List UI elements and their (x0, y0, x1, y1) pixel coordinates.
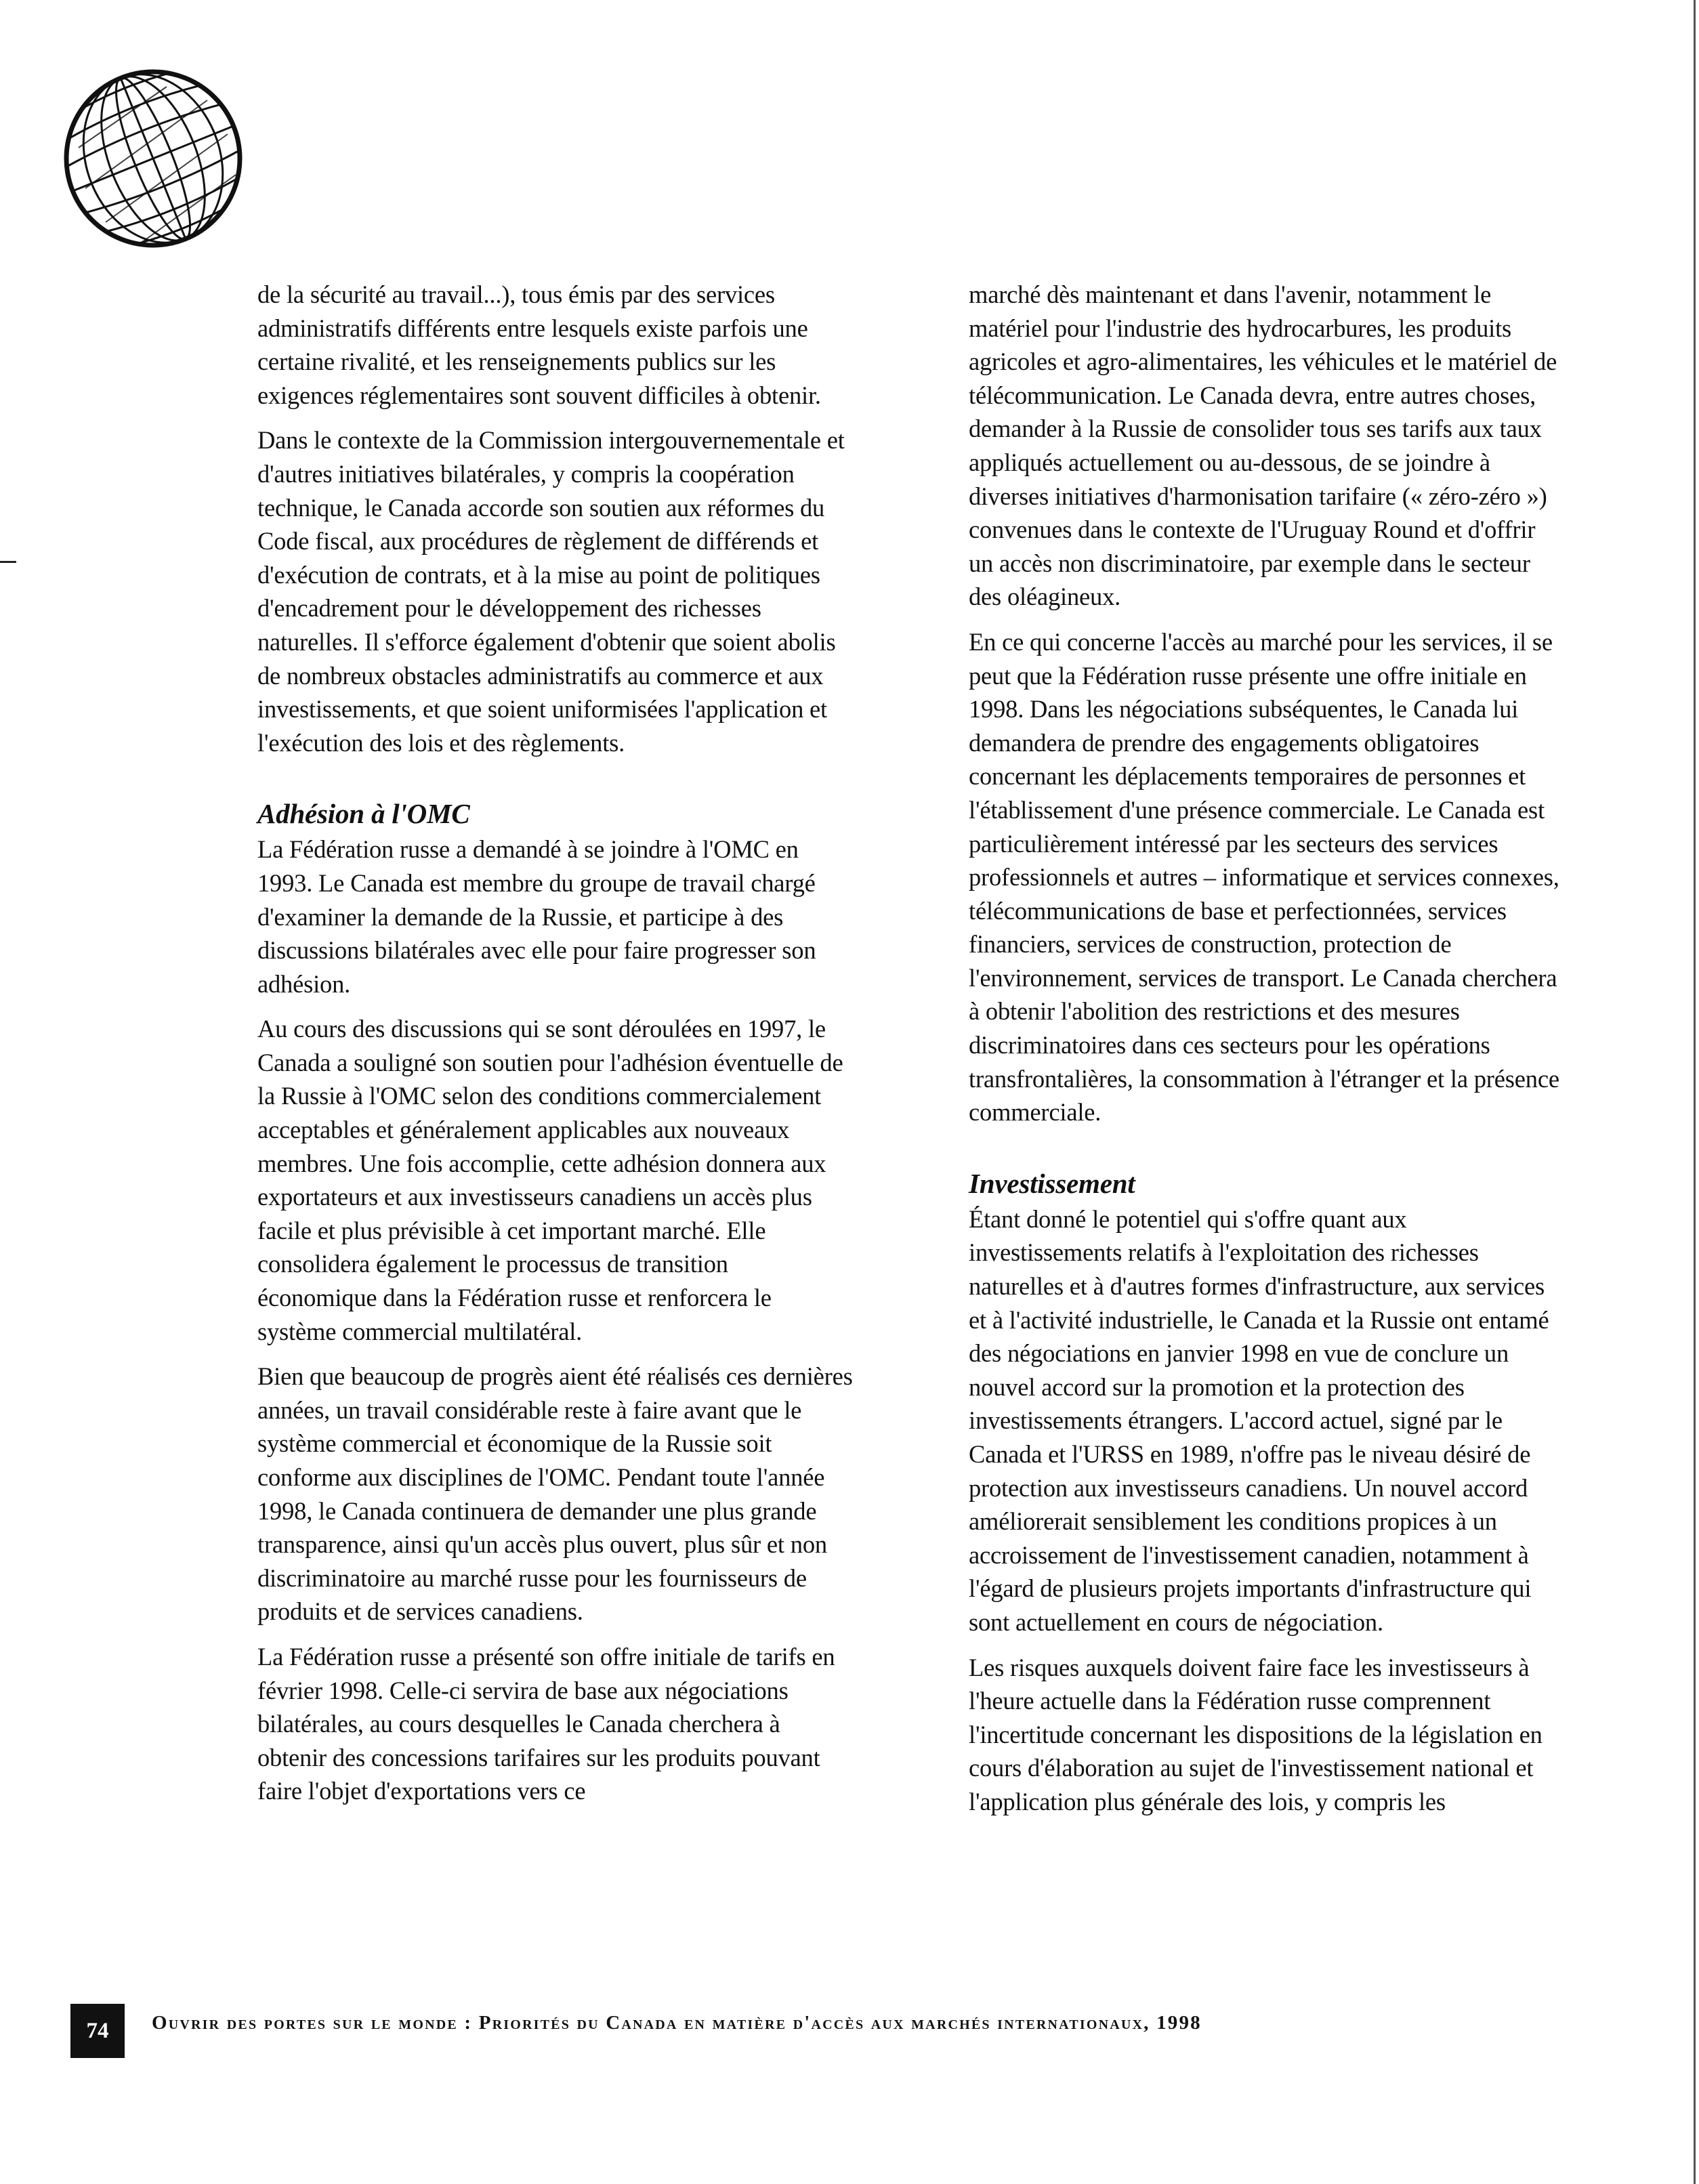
paragraph: Au cours des discussions qui se sont déroulées en 1997, le Canada a souligné son soutien pour l'adhésion éventuelle de la Russie à l'OMC selon des conditions commercialement acceptables et généralement applicables aux nouveaux membres. Une fois accomplie, cette adhésion donnera aux exportateurs et aux investisseurs canadiens un accès plus facile et plus prévisible à cet important marché. Elle consolidera également le processus de transition économique dans la Fédération russe et renforcera le système commercial multilatéral. (257, 1015, 843, 1345)
paragraph: En ce qui concerne l'accès au marché pour les services, il se peut que la Fédération russe présente une offre initiale en 1998. Dans les négociations subséquentes, le Canada lui demandera de prendre des engagements obligatoires concernant les déplacements temporaires de personnes et l'établissement d'une présence commerciale. Le Canada est particulièrement intéressé par les secteurs des services professionnels et autres – informatique et services connexes, télécommunications de base et perfectionnées, services financiers, services de construction, protection de l'environnement, services de transport. Le Canada cherchera à obtenir l'abolition des restrictions et des mesures discriminatoires dans ces secteurs pour les opérations transfrontalières, la consommation à l'étranger et la présence commerciale. (969, 627, 1559, 1127)
right-column (969, 278, 1565, 1830)
page-footer (70, 2004, 1629, 2065)
paragraph: La Fédération russe a présenté son offre initiale de tarifs en février 1998. Celle-ci servira de base aux négociations bilatérales, au cours desquelles le Canada cherchera à obtenir des concessions tarifaires sur les produits pouvant faire l'objet d'exportations vers ce (257, 1642, 835, 1805)
running-title: Ouvrir des portes sur le monde : Priorités du Canada en matière d'accès aux marchés internationaux, 1998 (152, 2012, 1202, 2034)
paragraph: Bien que beaucoup de progrès aient été réalisés ces dernières années, un travail considérable reste à faire avant que le système commercial et économique de la Russie soit conforme aux disciplines de l'OMC. Pendant toute l'année 1998, le Canada continuera de demander une plus grande transparence, ainsi qu'un accès plus ouvert, plus sûr et non discriminatoire au marché russe pour les fournisseurs de produits et de services canadiens. (257, 1362, 853, 1626)
left-margin-tick (0, 561, 16, 563)
paragraph: marché dès maintenant et dans l'avenir, notamment le matériel pour l'industrie des hydrocarbures, les produits agricoles et agro-alimentaires, les véhicules et le matériel de télécommunication. Le Canada devra, entre autres choses, demander à la Russie de consolider tous ses tarifs aux taux appliqués actuellement ou au-dessous, de se joindre à diverses initiatives d'harmonisation tarifaire (« zéro-zéro ») convenues dans le contexte de l'Uruguay Round et d'offrir un accès non discriminatoire, par exemple dans le secteur des oléagineux. (969, 280, 1557, 611)
right-edge-line (1694, 0, 1696, 2184)
paragraph: de la sécurité au travail...), tous émis par des services administratifs différents entre lesquels existe parfois une certaine rivalité, et les renseignements publics sur les exigences réglementaires sont souvent difficiles à obtenir. (257, 280, 821, 409)
paragraph: La Fédération russe a demandé à se joindre à l'OMC en 1993. Le Canada est membre du groupe de travail chargé d'examiner la demande de la Russie, et participe à des discussions bilatérales avec elle pour faire progresser son adhésion. (257, 835, 816, 998)
paragraph: Étant donné le potentiel qui s'offre quant aux investissements relatifs à l'exploitation des richesses naturelles et à d'autres formes d'infrastructure, aux services et à l'activité industrielle, le Canada et la Russie ont entamé des négociations en janvier 1998 en vue de conclure un nouvel accord sur la promotion et la protection des investissements étrangers. L'accord actuel, signé par le Canada et l'URSS en 1989, n'offre pas le niveau désiré de protection aux investisseurs canadiens. Un nouvel accord améliorerait sensiblement les conditions propices à un accroissement de l'investissement canadien, notamment à l'égard de plusieurs projets importants d'infrastructure qui sont actuellement en cours de négociation. (969, 1204, 1549, 1636)
globe-logo-icon (58, 66, 248, 251)
page-number: 74 (70, 2004, 125, 2058)
paragraph: Dans le contexte de la Commission intergouvernementale et d'autres initiatives bilatérales, y compris la coopération technique, le Canada accorde son soutien aux réformes du Code fiscal, aux procédures de règlement de différends et d'exécution de contrats, et à la mise au point de politiques d'encadrement pour le développement des richesses naturelles. Il s'efforce également d'obtenir que soient abolis de nombreux obstacles administratifs au commerce et aux investissements, et que soient uniformisées l'application et l'exécution des lois et des règlements. (257, 426, 845, 757)
paragraph: Les risques auxquels doivent faire face les investisseurs à l'heure actuelle dans la Fédération russe comprennent l'incertitude concernant les dispositions de la législation en cours d'élaboration au sujet de l'investissement national et l'application plus générale des lois, y compris les (969, 1653, 1543, 1815)
section-heading-investissement: Investissement (969, 1167, 1135, 1199)
section-heading-omc: Adhésion à l'OMC (257, 798, 470, 830)
left-column (257, 278, 854, 1820)
